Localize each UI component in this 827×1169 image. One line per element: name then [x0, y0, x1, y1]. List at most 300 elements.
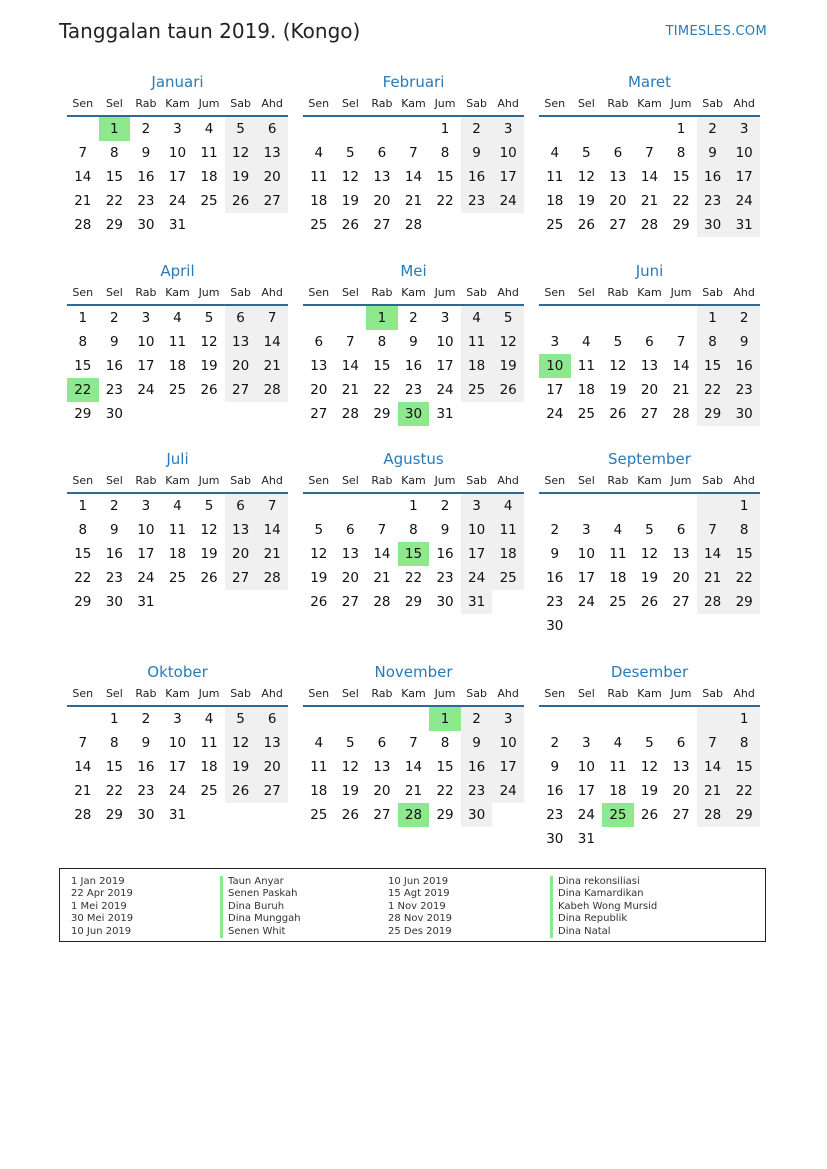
- day-cell: 23: [436, 570, 454, 586]
- day-cell: 25: [461, 378, 493, 402]
- weekday-label: Sab: [466, 687, 487, 700]
- day-cell: 17: [577, 783, 595, 799]
- month-name: Oktober: [147, 663, 208, 681]
- day-cell: 11: [609, 759, 627, 775]
- empty-cell: [67, 707, 99, 731]
- empty-cell: [366, 707, 398, 731]
- day-cell: 30: [105, 406, 123, 422]
- day-cell: 18: [200, 759, 218, 775]
- weekday-header: [303, 683, 524, 707]
- day-cell: 24: [546, 406, 564, 422]
- day-cell: 6: [645, 334, 654, 350]
- day-cell: 18: [310, 783, 328, 799]
- day-cell: 24: [461, 566, 493, 590]
- day-cell: 28: [697, 803, 729, 827]
- day-cell: 24: [168, 783, 187, 799]
- empty-cell: [256, 213, 288, 237]
- day-cell: 13: [341, 546, 359, 562]
- day-cell: 22: [672, 193, 690, 209]
- day-cell: 8: [78, 334, 88, 350]
- month-april: [67, 260, 288, 426]
- weekday-header: [67, 470, 288, 494]
- weekday-label: Sel: [341, 474, 359, 487]
- day-cell: 4: [461, 306, 493, 330]
- legend-entry: Kabeh Wong Mursid: [550, 901, 657, 913]
- day-cell: 8: [377, 334, 387, 350]
- day-cell: 23: [546, 594, 564, 610]
- day-cell: 24: [436, 382, 454, 398]
- day-cell: 4: [314, 735, 324, 751]
- weekday-header: [303, 470, 524, 494]
- empty-cell: [256, 803, 288, 827]
- day-cell: 10: [168, 735, 187, 751]
- day-cell: 5: [204, 498, 214, 514]
- day-cell: 23: [105, 570, 123, 586]
- weekday-label: Sen: [72, 286, 94, 299]
- day-cell: 6: [225, 494, 257, 518]
- day-grid: [303, 494, 524, 614]
- empty-cell: [602, 827, 634, 851]
- month-name: September: [608, 450, 691, 468]
- day-cell: 17: [137, 546, 155, 562]
- day-cell: 7: [78, 145, 88, 161]
- legend-entry: 10 Jun 2019: [388, 876, 449, 887]
- empty-cell: [634, 117, 666, 141]
- empty-cell: [602, 117, 634, 141]
- legend-dates-col-2: [388, 876, 452, 938]
- weekday-header: [67, 282, 288, 306]
- day-cell: 22: [373, 382, 391, 398]
- day-cell: 28: [256, 378, 288, 402]
- day-cell: 20: [373, 783, 391, 799]
- day-cell: 7: [377, 522, 387, 538]
- weekday-label: Kam: [637, 97, 662, 110]
- day-cell: 30: [436, 594, 454, 610]
- day-cell: 25: [577, 406, 595, 422]
- day-cell: 5: [645, 522, 654, 538]
- day-cell: 6: [377, 145, 387, 161]
- day-cell: 6: [613, 145, 623, 161]
- day-cell: 13: [609, 169, 627, 185]
- day-cell: 16: [137, 169, 155, 185]
- brand-link[interactable]: TIMESLES.COM: [665, 24, 767, 39]
- weekday-label: Ahd: [497, 474, 519, 487]
- empty-cell: [335, 306, 367, 330]
- day-cell: 26: [200, 382, 218, 398]
- day-cell: 11: [310, 169, 328, 185]
- weekday-label: Sab: [466, 286, 487, 299]
- day-cell: 12: [225, 731, 257, 755]
- weekday-label: Jum: [670, 474, 692, 487]
- day-cell: 4: [314, 145, 324, 161]
- month-name: November: [374, 663, 453, 681]
- day-cell: 4: [582, 334, 591, 350]
- empty-cell: [665, 306, 697, 330]
- month-name: April: [160, 262, 195, 280]
- day-cell: 4: [173, 498, 182, 514]
- weekday-label: Sel: [577, 474, 595, 487]
- weekday-label: Ahd: [261, 97, 283, 110]
- legend-entry: Dina Buruh: [220, 901, 301, 913]
- empty-cell: [665, 707, 697, 731]
- empty-cell: [398, 117, 430, 141]
- day-cell: 18: [546, 193, 564, 209]
- day-cell: 25: [168, 570, 187, 586]
- empty-cell: [571, 117, 603, 141]
- month-name: Agustus: [383, 450, 444, 468]
- day-cell: 5: [225, 117, 257, 141]
- day-cell: 9: [110, 522, 119, 538]
- day-cell: 7: [256, 494, 288, 518]
- weekday-label: Sen: [544, 474, 566, 487]
- day-cell: 23: [404, 382, 423, 398]
- day-cell: 17: [436, 358, 454, 374]
- empty-cell: [539, 117, 571, 141]
- month-desember: [539, 661, 760, 851]
- weekday-label: Rab: [607, 687, 629, 700]
- day-grid: [539, 117, 760, 237]
- day-cell: 9: [550, 759, 560, 775]
- day-cell: 5: [225, 707, 257, 731]
- day-cell: 16: [404, 358, 423, 374]
- day-cell: 25: [602, 803, 634, 827]
- day-cell: 11: [200, 145, 218, 161]
- weekday-label: Sen: [544, 97, 566, 110]
- day-cell: 26: [341, 807, 359, 823]
- empty-cell: [665, 827, 697, 851]
- day-cell: 16: [436, 546, 454, 562]
- day-cell: 25: [200, 193, 218, 209]
- month-agustus: [303, 448, 524, 614]
- day-cell: 27: [373, 217, 391, 233]
- empty-cell: [539, 306, 571, 330]
- day-cell: 29: [728, 590, 760, 614]
- day-cell: 4: [613, 735, 623, 751]
- empty-cell: [571, 614, 603, 638]
- day-cell: 14: [672, 358, 690, 374]
- day-cell: 15: [728, 542, 760, 566]
- day-cell: 6: [225, 306, 257, 330]
- day-cell: 25: [168, 382, 187, 398]
- month-name: Maret: [627, 73, 672, 91]
- day-cell: 12: [609, 358, 627, 374]
- weekday-label: Sen: [308, 97, 330, 110]
- day-cell: 18: [609, 570, 627, 586]
- weekday-label: Rab: [371, 286, 393, 299]
- day-cell: 7: [697, 731, 729, 755]
- empty-cell: [602, 707, 634, 731]
- weekday-label: Sab: [466, 474, 487, 487]
- day-cell: 18: [609, 783, 627, 799]
- day-cell: 14: [640, 169, 659, 185]
- day-cell: 7: [256, 306, 288, 330]
- day-cell: 23: [461, 189, 493, 213]
- weekday-label: Jum: [670, 97, 692, 110]
- day-cell: 15: [74, 358, 92, 374]
- day-cell: 17: [461, 542, 493, 566]
- day-cell: 3: [461, 494, 493, 518]
- day-cell: 14: [256, 330, 288, 354]
- day-cell: 31: [728, 213, 760, 237]
- month-name: Desember: [610, 663, 689, 681]
- empty-cell: [366, 117, 398, 141]
- day-cell: 31: [461, 590, 493, 614]
- weekday-label: Ahd: [733, 286, 755, 299]
- day-cell: 8: [697, 330, 729, 354]
- day-cell: 18: [168, 546, 187, 562]
- day-cell: 3: [173, 121, 182, 137]
- month-februari: [303, 71, 524, 237]
- day-cell: 19: [310, 570, 328, 586]
- day-cell: 3: [550, 334, 560, 350]
- day-cell: 8: [676, 145, 686, 161]
- day-cell: 2: [728, 306, 760, 330]
- weekday-label: Jum: [670, 687, 692, 700]
- weekday-label: Sel: [105, 97, 123, 110]
- weekday-label: Ahd: [733, 97, 755, 110]
- day-cell: 31: [577, 831, 595, 847]
- day-cell: 16: [728, 354, 760, 378]
- day-cell: 28: [341, 406, 359, 422]
- weekday-label: Sen: [308, 474, 330, 487]
- day-cell: 25: [310, 807, 328, 823]
- weekday-label: Sel: [341, 687, 359, 700]
- legend-entry: 15 Agt 2019: [388, 888, 450, 900]
- empty-cell: [634, 494, 666, 518]
- day-cell: 30: [461, 803, 493, 827]
- day-cell: 10: [137, 522, 155, 538]
- day-cell: 27: [341, 594, 359, 610]
- weekday-label: Ahd: [497, 97, 519, 110]
- empty-cell: [571, 306, 603, 330]
- day-cell: 26: [310, 594, 328, 610]
- day-cell: 21: [697, 779, 729, 803]
- day-cell: 2: [697, 117, 729, 141]
- day-cell: 20: [672, 570, 690, 586]
- day-cell: 29: [728, 803, 760, 827]
- day-cell: 28: [404, 217, 423, 233]
- day-cell: 27: [225, 378, 257, 402]
- empty-cell: [492, 803, 524, 827]
- day-cell: 3: [582, 522, 591, 538]
- empty-cell: [256, 402, 288, 426]
- day-cell: 20: [640, 382, 659, 398]
- weekday-label: Ahd: [497, 286, 519, 299]
- month-name: Februari: [382, 73, 445, 91]
- day-cell: 17: [546, 382, 564, 398]
- weekday-label: Kam: [401, 97, 426, 110]
- day-cell: 24: [577, 594, 595, 610]
- day-cell: 30: [137, 217, 155, 233]
- month-november: [303, 661, 524, 827]
- day-cell: 20: [256, 165, 288, 189]
- day-cell: 9: [141, 735, 151, 751]
- day-cell: 18: [461, 354, 493, 378]
- legend-entry: 22 Apr 2019: [71, 888, 133, 900]
- day-cell: 27: [609, 217, 627, 233]
- day-cell: 19: [225, 755, 257, 779]
- day-cell: 12: [341, 759, 359, 775]
- day-cell: 30: [137, 807, 155, 823]
- day-cell: 15: [672, 169, 690, 185]
- day-cell: 27: [225, 566, 257, 590]
- day-cell: 6: [314, 334, 324, 350]
- day-cell: 16: [546, 570, 564, 586]
- day-cell: 28: [697, 590, 729, 614]
- empty-cell: [634, 827, 666, 851]
- day-cell: 11: [168, 334, 187, 350]
- day-cell: 20: [225, 354, 257, 378]
- day-cell: 10: [539, 354, 571, 378]
- day-cell: 9: [409, 334, 418, 350]
- month-name: Juni: [635, 262, 664, 280]
- day-cell: 1: [110, 711, 119, 727]
- day-cell: 17: [577, 570, 595, 586]
- day-cell: 25: [546, 217, 564, 233]
- day-cell: 20: [672, 783, 690, 799]
- day-cell: 3: [492, 117, 524, 141]
- weekday-label: Sel: [105, 687, 123, 700]
- day-cell: 11: [200, 735, 218, 751]
- weekday-label: Ahd: [733, 687, 755, 700]
- day-cell: 24: [168, 193, 187, 209]
- legend-entry: Taun Anyar: [220, 876, 301, 888]
- day-cell: 26: [640, 807, 659, 823]
- day-cell: 4: [204, 711, 214, 727]
- legend-entry: 28 Nov 2019: [388, 913, 453, 925]
- day-cell: 3: [582, 735, 591, 751]
- weekday-label: Rab: [607, 474, 629, 487]
- empty-cell: [461, 402, 493, 426]
- day-cell: 22: [105, 193, 123, 209]
- day-cell: 14: [404, 759, 423, 775]
- day-grid: [303, 306, 524, 426]
- empty-cell: [571, 707, 603, 731]
- day-cell: 10: [577, 759, 595, 775]
- day-cell: 1: [78, 498, 88, 514]
- day-cell: 27: [373, 807, 391, 823]
- empty-cell: [602, 306, 634, 330]
- day-cell: 28: [256, 566, 288, 590]
- day-cell: 11: [310, 759, 328, 775]
- empty-cell: [634, 306, 666, 330]
- weekday-label: Sel: [105, 474, 123, 487]
- weekday-label: Jum: [670, 286, 692, 299]
- day-cell: 19: [341, 783, 359, 799]
- empty-cell: [539, 707, 571, 731]
- day-cell: 16: [137, 759, 155, 775]
- day-cell: 6: [377, 735, 387, 751]
- day-cell: 8: [440, 145, 450, 161]
- day-cell: 19: [200, 546, 218, 562]
- day-cell: 14: [256, 518, 288, 542]
- day-cell: 8: [728, 731, 760, 755]
- legend-entry: Dina Munggah: [220, 913, 301, 925]
- day-cell: 12: [640, 759, 659, 775]
- weekday-label: Ahd: [261, 687, 283, 700]
- day-cell: 27: [310, 406, 328, 422]
- day-cell: 21: [672, 382, 690, 398]
- weekday-label: Sel: [577, 97, 595, 110]
- day-cell: 3: [141, 310, 151, 326]
- day-cell: 8: [110, 145, 119, 161]
- day-cell: 19: [200, 358, 218, 374]
- day-cell: 17: [492, 755, 524, 779]
- weekday-label: Rab: [135, 687, 157, 700]
- day-cell: 10: [461, 518, 493, 542]
- empty-cell: [539, 494, 571, 518]
- weekday-header: [539, 93, 760, 117]
- day-cell: 13: [256, 141, 288, 165]
- day-cell: 15: [74, 546, 92, 562]
- legend-dates-col-1: [71, 876, 133, 938]
- empty-cell: [225, 590, 257, 614]
- day-cell: 14: [697, 755, 729, 779]
- day-cell: 9: [440, 522, 450, 538]
- day-cell: 21: [373, 570, 391, 586]
- day-cell: 13: [256, 731, 288, 755]
- day-cell: 13: [672, 546, 690, 562]
- day-cell: 3: [173, 711, 182, 727]
- day-cell: 6: [346, 522, 355, 538]
- empty-cell: [193, 590, 225, 614]
- day-cell: 25: [310, 217, 328, 233]
- day-cell: 20: [341, 570, 359, 586]
- day-cell: 7: [645, 145, 654, 161]
- weekday-label: Sab: [702, 97, 723, 110]
- day-cell: 27: [256, 779, 288, 803]
- empty-cell: [193, 213, 225, 237]
- day-cell: 7: [409, 735, 418, 751]
- empty-cell: [193, 803, 225, 827]
- month-name: Januari: [151, 73, 204, 91]
- day-cell: 29: [105, 217, 123, 233]
- empty-cell: [303, 494, 335, 518]
- day-cell: 6: [256, 117, 288, 141]
- empty-cell: [335, 494, 367, 518]
- day-cell: 2: [440, 498, 450, 514]
- weekday-label: Kam: [401, 286, 426, 299]
- day-grid: [67, 494, 288, 614]
- day-cell: 18: [577, 382, 595, 398]
- empty-cell: [162, 590, 194, 614]
- day-cell: 1: [409, 498, 418, 514]
- day-cell: 16: [461, 755, 493, 779]
- day-cell: 27: [672, 594, 690, 610]
- day-cell: 22: [404, 570, 423, 586]
- empty-cell: [225, 213, 257, 237]
- weekday-label: Jum: [198, 97, 220, 110]
- empty-cell: [366, 494, 398, 518]
- day-cell: 4: [613, 522, 623, 538]
- empty-cell: [67, 117, 99, 141]
- day-cell: 13: [640, 358, 659, 374]
- day-cell: 19: [225, 165, 257, 189]
- day-cell: 21: [256, 542, 288, 566]
- weekday-header: [303, 93, 524, 117]
- month-mei: [303, 260, 524, 426]
- day-cell: 12: [341, 169, 359, 185]
- day-cell: 1: [697, 306, 729, 330]
- day-cell: 2: [550, 735, 560, 751]
- day-cell: 31: [168, 807, 187, 823]
- day-cell: 21: [404, 193, 423, 209]
- day-cell: 14: [373, 546, 391, 562]
- legend-entry: 30 Mei 2019: [71, 913, 134, 925]
- day-cell: 30: [546, 831, 564, 847]
- day-cell: 24: [577, 807, 595, 823]
- weekday-label: Sab: [230, 474, 251, 487]
